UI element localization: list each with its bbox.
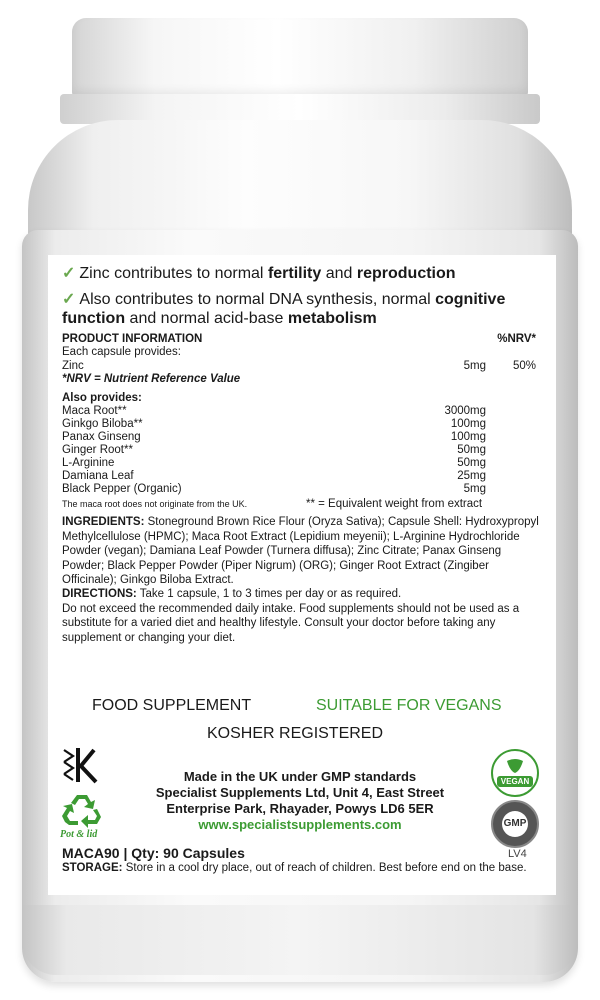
vegan-badge: VEGAN — [491, 749, 539, 797]
kosher-registered-label: KOSHER REGISTERED — [207, 725, 384, 742]
label-version: LV4 — [508, 848, 527, 860]
recycle-text: Pot & lid — [60, 829, 98, 840]
food-supplement-label: FOOD SUPPLEMENT — [92, 697, 252, 714]
ingredients-text: INGREDIENTS: Stoneground Brown Rice Flour (Oryza Sativa); Capsule Shell: Hydroxypropyl Methylcellulose (HPMC); Maca Root Extract (Lepidium meyenii); L-Arginine Hydrochloride Powder (vegan); Damiana Leaf Powder (Turnera diffusa); Zinc Citrate; Panax Ginseng Powder; Black Pepper Powder (Piper Nigrum) (ORG); Ginger Root Extract (Zingiber Officinale); Ginkgo Biloba Extract. — [62, 516, 539, 587]
directions-text: DIRECTIONS: Take 1 capsule, 1 to 3 times per day or as required. Do not exceed the recommended daily intake. Food supplements should not be used as a substitute for a varied diet and healthy lifestyle. Consult your doctor before taking any supplement or changing your diet. — [62, 588, 520, 644]
ingredient-row: Ginger Root** 50mg — [62, 444, 486, 456]
claim-1: ✓ Zinc contributes to normal fertility and reproduction — [62, 265, 456, 282]
recycle-icon — [60, 792, 104, 828]
product-info-heading-row: PRODUCT INFORMATION %NRV* — [62, 333, 536, 345]
product-code: MACA90 | Qty: 90 Capsules — [62, 845, 245, 861]
tick-icon: ✓ — [62, 265, 76, 282]
ingredient-row: Panax Ginseng 100mg — [62, 431, 486, 443]
zinc-row: Zinc 5mg 50% — [62, 360, 536, 372]
also-provides-heading: Also provides: — [62, 392, 142, 404]
ingredient-row: Damiana Leaf 25mg — [62, 470, 486, 482]
maker-details: Made in the UK under GMP standards Specialist Supplements Ltd, Unit 4, East Street Enterprise Park, Rhayader, Powys LD6 5ER www.specialistsupplements.com — [110, 769, 490, 833]
ingredient-row: L-Arginine 50mg — [62, 457, 486, 469]
gmp-badge: GMP — [491, 800, 539, 848]
nrv-note: *NRV = Nutrient Reference Value — [62, 373, 241, 385]
each-capsule-row: Each capsule provides: — [62, 346, 181, 358]
ingredient-row: Ginkgo Biloba** 100mg — [62, 418, 486, 430]
brand-logo — [60, 745, 104, 785]
website-link[interactable]: www.specialistsupplements.com — [198, 817, 402, 832]
bottle-base — [22, 905, 578, 975]
footnote-row: The maca root does not originate from the UK. ** = Equivalent weight from extract — [62, 498, 483, 510]
ingredient-row: Black Pepper (Organic) 5mg — [62, 483, 486, 495]
claim-2: ✓ Also contributes to normal DNA synthesis, normal cognitive function and normal acid-base metabolism — [62, 291, 506, 327]
tick-icon: ✓ — [62, 291, 76, 308]
storage-text: STORAGE: Store in a cool dry place, out of reach of children. Best before end on the base. — [62, 862, 527, 874]
suitable-for-vegans-label: SUITABLE FOR VEGANS — [316, 697, 502, 714]
ingredient-row: Maca Root** 3000mg — [62, 405, 486, 417]
bottle-lid — [72, 18, 528, 98]
